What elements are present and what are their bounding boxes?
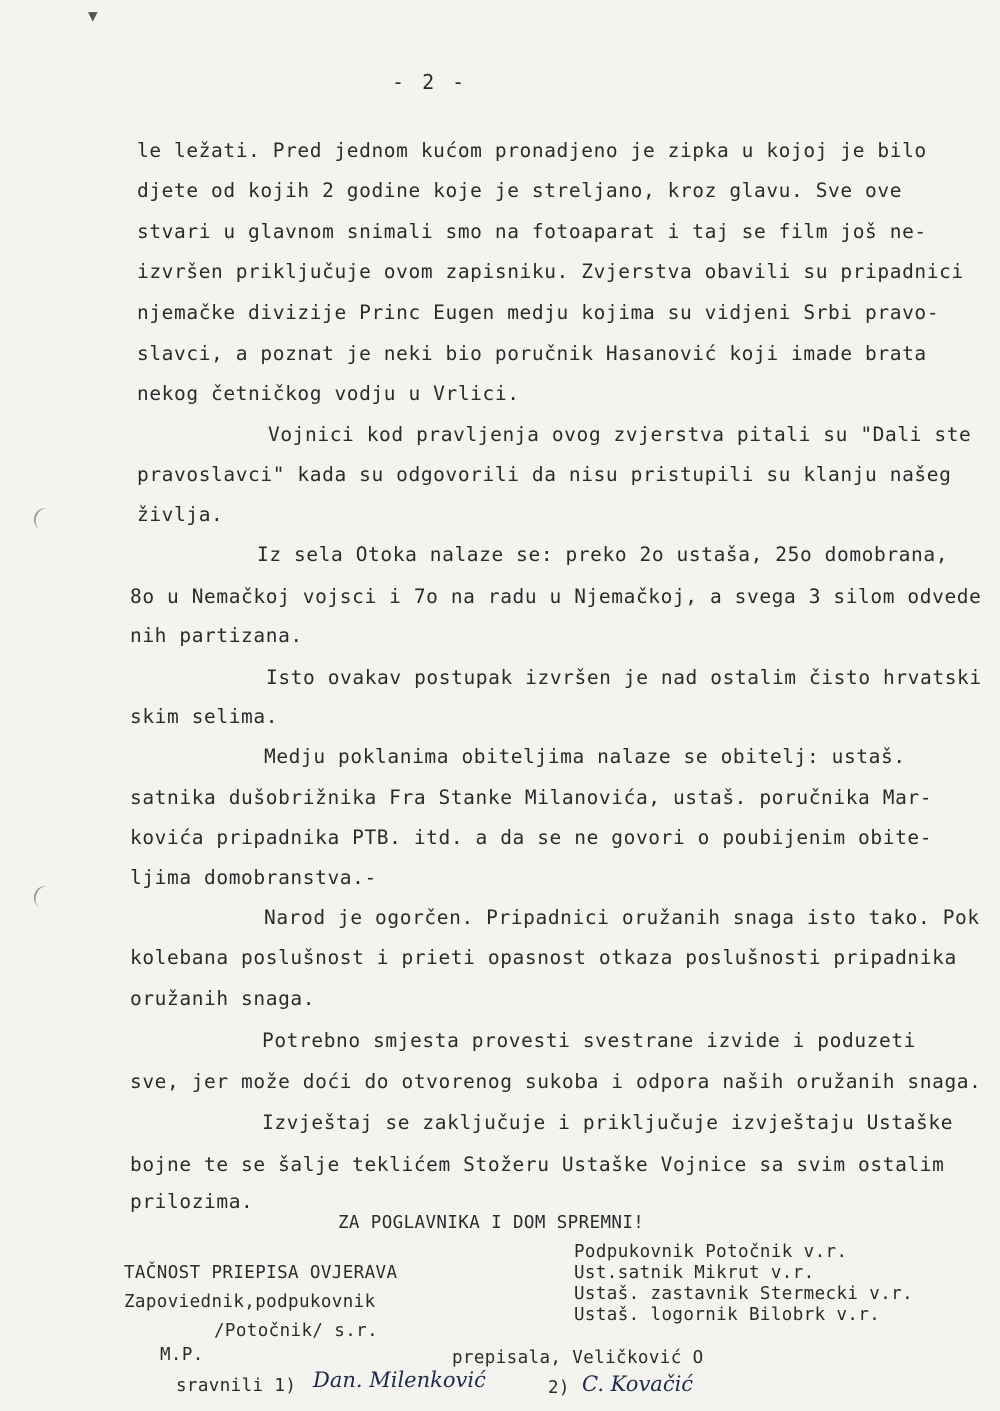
closing-salute: ZA POGLAVNIKA I DOM SPREMNI! (338, 1213, 645, 1233)
certification-heading: TAČNOST PRIEPISA OVJERAVA (124, 1263, 398, 1283)
body-line: sve, jer može doći do otvorenog sukoba i odpora naših oružanih snaga. (130, 1070, 982, 1093)
body-line: Isto ovakav postupak izvršen je nad ostalim čisto hrvatski (266, 666, 982, 689)
body-line: nekog četničkog vodju u Vrlici. (137, 382, 520, 405)
body-line: Medju poklanima obiteljima nalaze se obitelj: ustaš. (264, 745, 906, 768)
body-line: izvršen priključuje ovom zapisniku. Zvjerstva obavili su pripadnici (137, 260, 964, 283)
body-line: Iz sela Otoka nalaze se: preko 2o ustaša, 25o domobrana, (257, 543, 949, 566)
body-line: Vojnici kod pravljenja ovog zvjerstva pitali su "Dali ste (268, 423, 972, 446)
body-line: Potrebno smjesta provesti svestrane izvide i poduzeti (262, 1029, 917, 1052)
punch-hole-bottom (31, 883, 57, 911)
body-line: življa. (137, 503, 224, 526)
body-line: Izvještaj se zaključuje i priključuje izvještaju Ustaške (262, 1111, 954, 1134)
handwritten-signature-1: Dan. Milenković (313, 1368, 486, 1392)
corner-mark: ▼ (88, 6, 98, 25)
copied-by: prepisala, Veličković O (452, 1348, 704, 1368)
body-line: le ležati. Pred jednom kućom pronadjeno je zipka u kojoj je bilo (137, 139, 927, 162)
seal-mark-text: M.P. (160, 1345, 204, 1365)
signatory-line: Podpukovnik Potočnik v.r. (574, 1242, 848, 1262)
body-line: pravoslavci" kada su odgovorili da nisu pristupili su klanju našeg (137, 463, 952, 486)
body-line: njemačke divizije Princ Eugen medju kojima su vidjeni Srbi pravo- (137, 301, 940, 324)
body-line: Narod je ogorčen. Pripadnici oružanih snaga isto tako. Pok (264, 906, 980, 929)
compared-by-number: 2) (548, 1378, 570, 1398)
certification-name: /Potočnik/ s.r. (214, 1321, 379, 1341)
body-line: djete od kojih 2 godine koje je streljano, kroz glavu. Sve ove (137, 179, 903, 202)
body-line: bojne te se šalje teklićem Stožeru Ustaške Vojnice sa svim ostalim (130, 1153, 945, 1176)
compared-by-label: sravnili 1) (176, 1376, 297, 1396)
body-line: slavci, a poznat je neki bio poručnik Hasanović koji imade brata (137, 342, 927, 365)
body-line: ljima domobranstva.- (130, 866, 377, 889)
body-line: nih partizana. (130, 624, 303, 647)
page-number: - 2 - (392, 70, 468, 94)
signatory-line: Ustaš. logornik Bilobrk v.r. (574, 1305, 881, 1325)
body-line: kovića pripadnika PTB. itd. a da se ne govori o poubijenim obite- (130, 826, 933, 849)
certification-title: Zapoviednik,podpukovnik (124, 1292, 376, 1312)
punch-hole-top (31, 505, 57, 533)
body-line: oružanih snaga. (130, 987, 316, 1010)
body-line: 8o u Nemačkoj vojsci i 7o na radu u Njemačkoj, a svega 3 silom odvede (130, 585, 982, 608)
body-line: stvari u glavnom snimali smo na fotoaparat i taj se film još ne- (137, 220, 927, 243)
handwritten-signature-2: C. Kovačić (582, 1372, 694, 1396)
signatory-line: Ustaš. zastavnik Stermecki v.r. (574, 1284, 914, 1304)
body-line: satnika dušobrižnika Fra Stanke Milanovića, ustaš. poručnika Mar- (130, 786, 933, 809)
signatory-line: Ust.satnik Mikrut v.r. (574, 1263, 815, 1283)
body-line: skim selima. (130, 705, 279, 728)
body-line: prilozima. (130, 1190, 254, 1213)
body-line: kolebana poslušnost i prieti opasnost otkaza poslušnosti pripadnika (130, 946, 957, 969)
